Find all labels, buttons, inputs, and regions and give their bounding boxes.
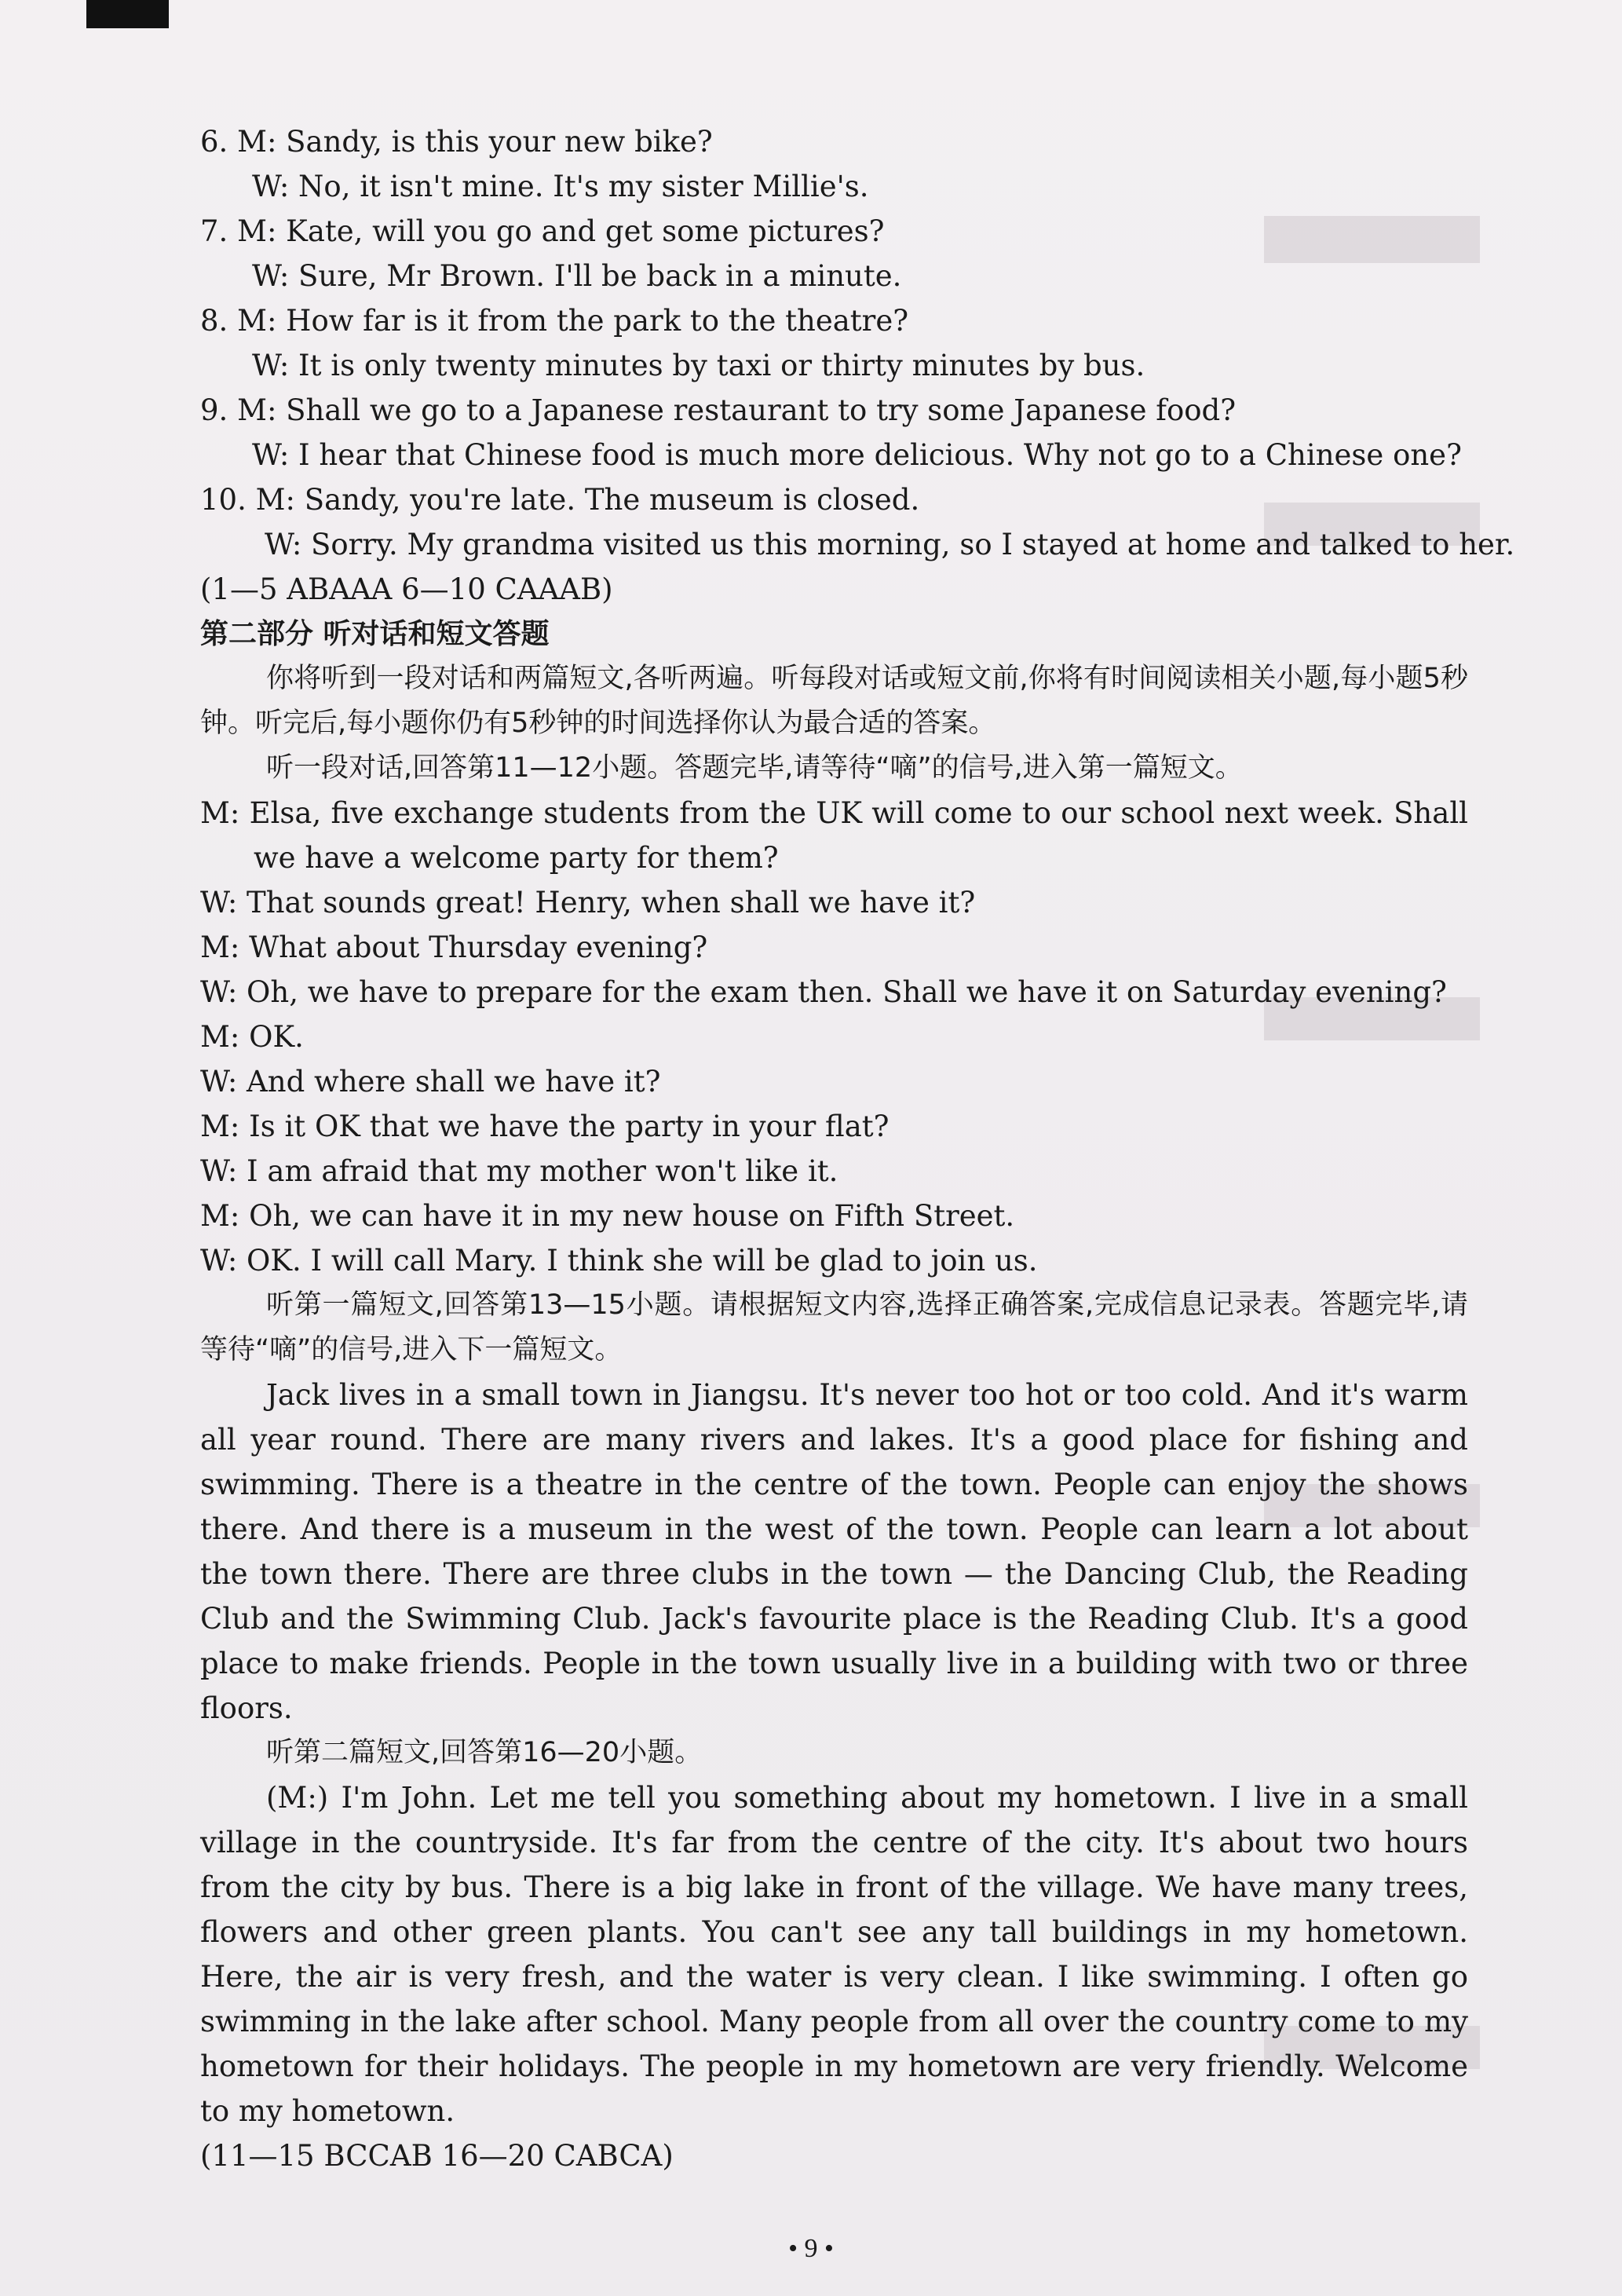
dialogue-line: W: I hear that Chinese food is much more delicious. Why not go to a Chinese one?	[252, 438, 1462, 472]
answer-key: (1—5 ABAAA 6—10 CAAAB)	[200, 572, 613, 606]
instruction-paragraph: 你将听到一段对话和两篇短文,各听两遍。听每段对话或短文前,你将有时间阅读相关小题,每小题5秒钟。听完后,每小题你仍有5秒钟的时间选择你认为最合适的答案。	[200, 663, 1468, 739]
section-heading: 第二部分 听对话和短文答题	[200, 618, 550, 650]
dialogue-line: W: OK. I will call Mary. I think she will be glad to join us.	[200, 1244, 1038, 1278]
dialogue-line: 6. M: Sandy, is this your new bike?	[200, 125, 713, 159]
dialogue-line: 7. M: Kate, will you go and get some pictures?	[200, 214, 885, 248]
dialogue-line: W: No, it isn't mine. It's my sister Millie's.	[252, 170, 869, 203]
answer-key: (11—15 BCCAB 16—20 CABCA)	[200, 2139, 674, 2173]
dialogue-line: W: That sounds great! Henry, when shall we have it?	[200, 886, 976, 919]
passage-paragraph: (M:) I'm John. Let me tell you something about my hometown. I live in a small village in the countryside. It's far from the centre of the city. It's about two hours from the city by bus. There is a big lake in front of the village. We have many trees, flowers and other green plants. You can't see any tall buildings in my hometown. Here, the air is very fresh, and the water is very clean. I like swimming. I often go swimming in the lake after school. Many people from all over the country come to my hometown for their holidays. The people in my hometown are very friendly. Welcome to my hometown.	[200, 1781, 1468, 2128]
dialogue-line: 10. M: Sandy, you're late. The museum is closed.	[200, 483, 920, 517]
instruction-line: 听第二篇短文,回答第16—20小题。	[266, 1737, 703, 1768]
page-number: • 9 •	[788, 2234, 834, 2263]
dialogue-line: 9. M: Shall we go to a Japanese restaurant to try some Japanese food?	[200, 393, 1237, 427]
dialogue-line: M: Oh, we can have it in my new house on Fifth Street.	[200, 1199, 1015, 1233]
dialogue-line: 8. M: How far is it from the park to the theatre?	[200, 304, 909, 338]
dialogue-line: M: Is it OK that we have the party in your flat?	[200, 1110, 890, 1143]
listening-script	[200, 119, 1515, 2178]
dialogue-line: W: It is only twenty minutes by taxi or thirty minutes by bus.	[252, 349, 1145, 382]
dialogue-line: W: Oh, we have to prepare for the exam then. Shall we have it on Saturday evening?	[200, 975, 1447, 1009]
dialogue-line: M: Elsa, five exchange students from the UK will come to our school next week. Shall we have a welcome party for them?	[200, 796, 1468, 875]
dialogue-line: W: Sorry. My grandma visited us this morning, so I stayed at home and talked to her.	[265, 528, 1515, 561]
dialogue-line: W: I am afraid that my mother won't like it.	[200, 1154, 838, 1188]
instruction-line: 听一段对话,回答第11—12小题。答题完毕,请等待“嘀”的信号,进入第一篇短文。	[266, 752, 1243, 784]
corner-crop-mark	[86, 0, 169, 28]
dialogue-line: W: And where shall we have it?	[200, 1065, 661, 1099]
passage-paragraph: Jack lives in a small town in Jiangsu. It's never too hot or too cold. And it's warm all year round. There are many rivers and lakes. It's a good place for fishing and swimming. There is a theatre in the centre of the town. People can enjoy the shows there. And there is a museum in the west of the town. People can learn a lot about the town there. There are three clubs in the town — the Dancing Club, the Reading Club and the Swimming Club. Jack's favourite place is the Reading Club. It's a good place to make friends. People in the town usually live in a building with two or three floors.	[200, 1378, 1468, 1725]
dialogue-line: W: Sure, Mr Brown. I'll be back in a minute.	[252, 259, 902, 293]
dialogue-line: M: OK.	[200, 1020, 304, 1054]
dialogue-line: M: What about Thursday evening?	[200, 930, 708, 964]
instruction-paragraph: 听第一篇短文,回答第13—15小题。请根据短文内容,选择正确答案,完成信息记录表。答题完毕,请等待“嘀”的信号,进入下一篇短文。	[200, 1289, 1468, 1366]
